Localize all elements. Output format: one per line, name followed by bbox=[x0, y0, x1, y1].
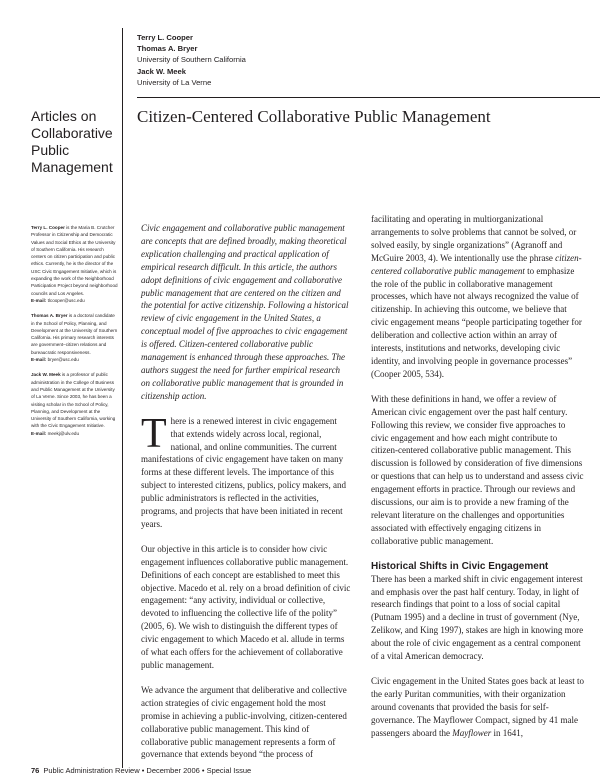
paragraph-text: in 1641, bbox=[491, 727, 523, 738]
abstract: Civic engagement and collaborative public management are concepts that are defined broadly, making theoretical explication challenging and practical application of empirical research difficult. In this article, the authors adopt definitions of civic engagement and collaborative public management that are centered on the citizen and the potential for active citizenship. Following a historical review of civic engagement in the United States, a conceptual model of five approaches to civic engagement is offered. Citizen-centered collaborative public management is enhanced through these approaches. The authors suggest the need for further empirical research on collaborative public management that is grounded in citizenship action. bbox=[141, 223, 349, 401]
page-footer bbox=[31, 766, 251, 775]
article-title: Citizen-Centered Collaborative Public Management bbox=[137, 107, 491, 126]
bio-text: is a doctoral candidate in the School of Policy, Planning, and Development at the University of Southern California. His primary research interests are government–citizen relations and bureaucratic responsiveness. bbox=[31, 313, 118, 355]
author-name: Terry L. Cooper bbox=[137, 33, 193, 42]
bio-name: Thomas A. Bryer bbox=[31, 313, 68, 319]
body-paragraph: Our objective in this article is to consider how civic engagement influences collaborative public management. Definitions of each concept are established to meet this objective. Macedo et al. rely on a broad definition of civic engagement: “any activity, individual or collective, devoted to influencing the collective life of the polity” (2005, 6). We wish to distinguish the different types of civic engagement to which Macedo et al. allude in terms of what each offers for the achievement of collaborative public management. bbox=[141, 543, 351, 670]
body-paragraph bbox=[371, 675, 584, 740]
section-label-line: Management bbox=[31, 159, 113, 175]
bio-email[interactable]: tlcooper@usc.edu bbox=[46, 297, 85, 303]
drop-cap: T bbox=[141, 410, 167, 457]
paragraph-text: Civic engagement in the United States goes back at least to the early Puritan communities, with their organization around covenants that provided the basis for self-governance. The Mayflower Compact, signed by 41 male passengers aboard the bbox=[371, 676, 584, 738]
section-heading: Historical Shifts in Civic Engagement bbox=[371, 560, 549, 572]
body-column-left bbox=[141, 222, 351, 773]
bio-name: Terry L. Cooper bbox=[31, 225, 65, 230]
column-rule bbox=[122, 28, 123, 768]
body-column-right bbox=[371, 213, 584, 752]
section-label-line: Collaborative bbox=[31, 125, 113, 141]
body-paragraph: There has been a marked shift in civic engagement interest and emphasis over the past half century. Today, in light of research findings that point to a loss of social capital (Putnam 1995) and a decline in trust of government (Nye, Zelikow, and King 1997), stakes are high in knowing more about the role of civic engagement as a central component of a vital American democracy. bbox=[371, 573, 584, 662]
author-name: Thomas A. Bryer bbox=[137, 44, 198, 54]
bio-email[interactable]: bryer@usc.edu bbox=[46, 357, 79, 363]
paragraph-text: here is a renewed interest in civic engagement that extends widely across local, regional, national, and online communities. The current manifestations of civic engagement have taken on many forms at these different levels. The importance of this subject to interested citizens, publics, policy makers, and public administrators is reflected in the activities, programs, and projects that have been initiated in recent years. bbox=[141, 415, 346, 529]
author-bios bbox=[31, 224, 119, 445]
author-name: Jack W. Meek bbox=[137, 66, 186, 76]
page-number: 76 bbox=[31, 766, 40, 775]
section-label-line: Public bbox=[31, 142, 70, 158]
bio-email-label: E-mail: bbox=[31, 357, 47, 363]
paragraph-italic: citizen-centered collaborative public management bbox=[371, 252, 582, 276]
paragraph-text: facilitating and operating in multiorganizational arrangements to solve problems that cannot be solved, or solved easily, by single organizations” (Agranoff and McGuire 2003, 4). We intentionally use the phrase bbox=[371, 214, 577, 263]
intro-paragraph bbox=[141, 410, 351, 531]
bio-text: is the Maria B. Crutcher Professor in Citizenship and Democratic Values and Social Ethics at the University of Southern California. His research centers on citizen participation and public ethics. Currently, he is the director of the USC Civic Engagement Initiative, which is expanding the work of the Neighborhood Participation Project beyond neighborhood councils and Los Angeles. bbox=[31, 225, 118, 296]
title-rule bbox=[137, 97, 600, 98]
body-paragraph bbox=[371, 213, 584, 381]
author-bio bbox=[31, 371, 119, 437]
body-paragraph: With these definitions in hand, we offer a review of American civic engagement over the past half century. Following this review, we consider five approaches to civic engagement and how each might contribute to citizen-centered collaborative public management. This discussion is followed by consideration of five dimensions or questions that can help us to understand and assess civic engagement efforts in practice. Through our reviews and discussions, our aim is to provide a new framing of the relevant literature on the challenges and opportunities associated with effectively engaging citizens in collaborative public management. bbox=[371, 393, 584, 546]
bio-email-label: E-mail: bbox=[31, 430, 47, 436]
section-label-line: Articles on bbox=[31, 108, 97, 124]
bio-email[interactable]: meekj@ulv.edu bbox=[46, 430, 79, 436]
bio-name: Jack W. Meek bbox=[31, 372, 61, 378]
author-affiliation: University of Southern California bbox=[137, 55, 246, 65]
author-block bbox=[137, 32, 246, 88]
bio-text: is a professor of public administration in the College of Business and Public Management at the University of La Verne. Since 2003, he has been a visiting scholar in the School of Policy, Planning, and Development at the University of Southern California, working with the Civic Engagement Initiative. bbox=[31, 372, 116, 429]
body-paragraph: We advance the argument that deliberative and collective action strategies of civic engagement hold the most promise in achieving a public-involving, citizen-centered collaborative public management. This kind of collaborative public management represents a form of governance that extends beyond “the process of bbox=[141, 684, 347, 760]
author-affiliation: University of La Verne bbox=[137, 77, 212, 87]
author-bio bbox=[31, 312, 119, 363]
journal-citation: Public Administration Review • December 2006 • Special Issue bbox=[43, 766, 252, 775]
bio-email-label: E-mail: bbox=[31, 297, 47, 303]
paragraph-italic: Mayflower bbox=[452, 727, 492, 738]
section-label bbox=[31, 108, 119, 176]
paragraph-text: to emphasize the role of the public in collaborative management processes, which have not always recognized the value of citizenship. In achieving this outcome, we believe that civic engagement means “people participating together for deliberation and collective action within an array of interests, institutions and networks, developing civic identity, and involving people in governance processes” (Cooper 2005, 534). bbox=[371, 265, 582, 379]
author-bio bbox=[31, 224, 119, 304]
